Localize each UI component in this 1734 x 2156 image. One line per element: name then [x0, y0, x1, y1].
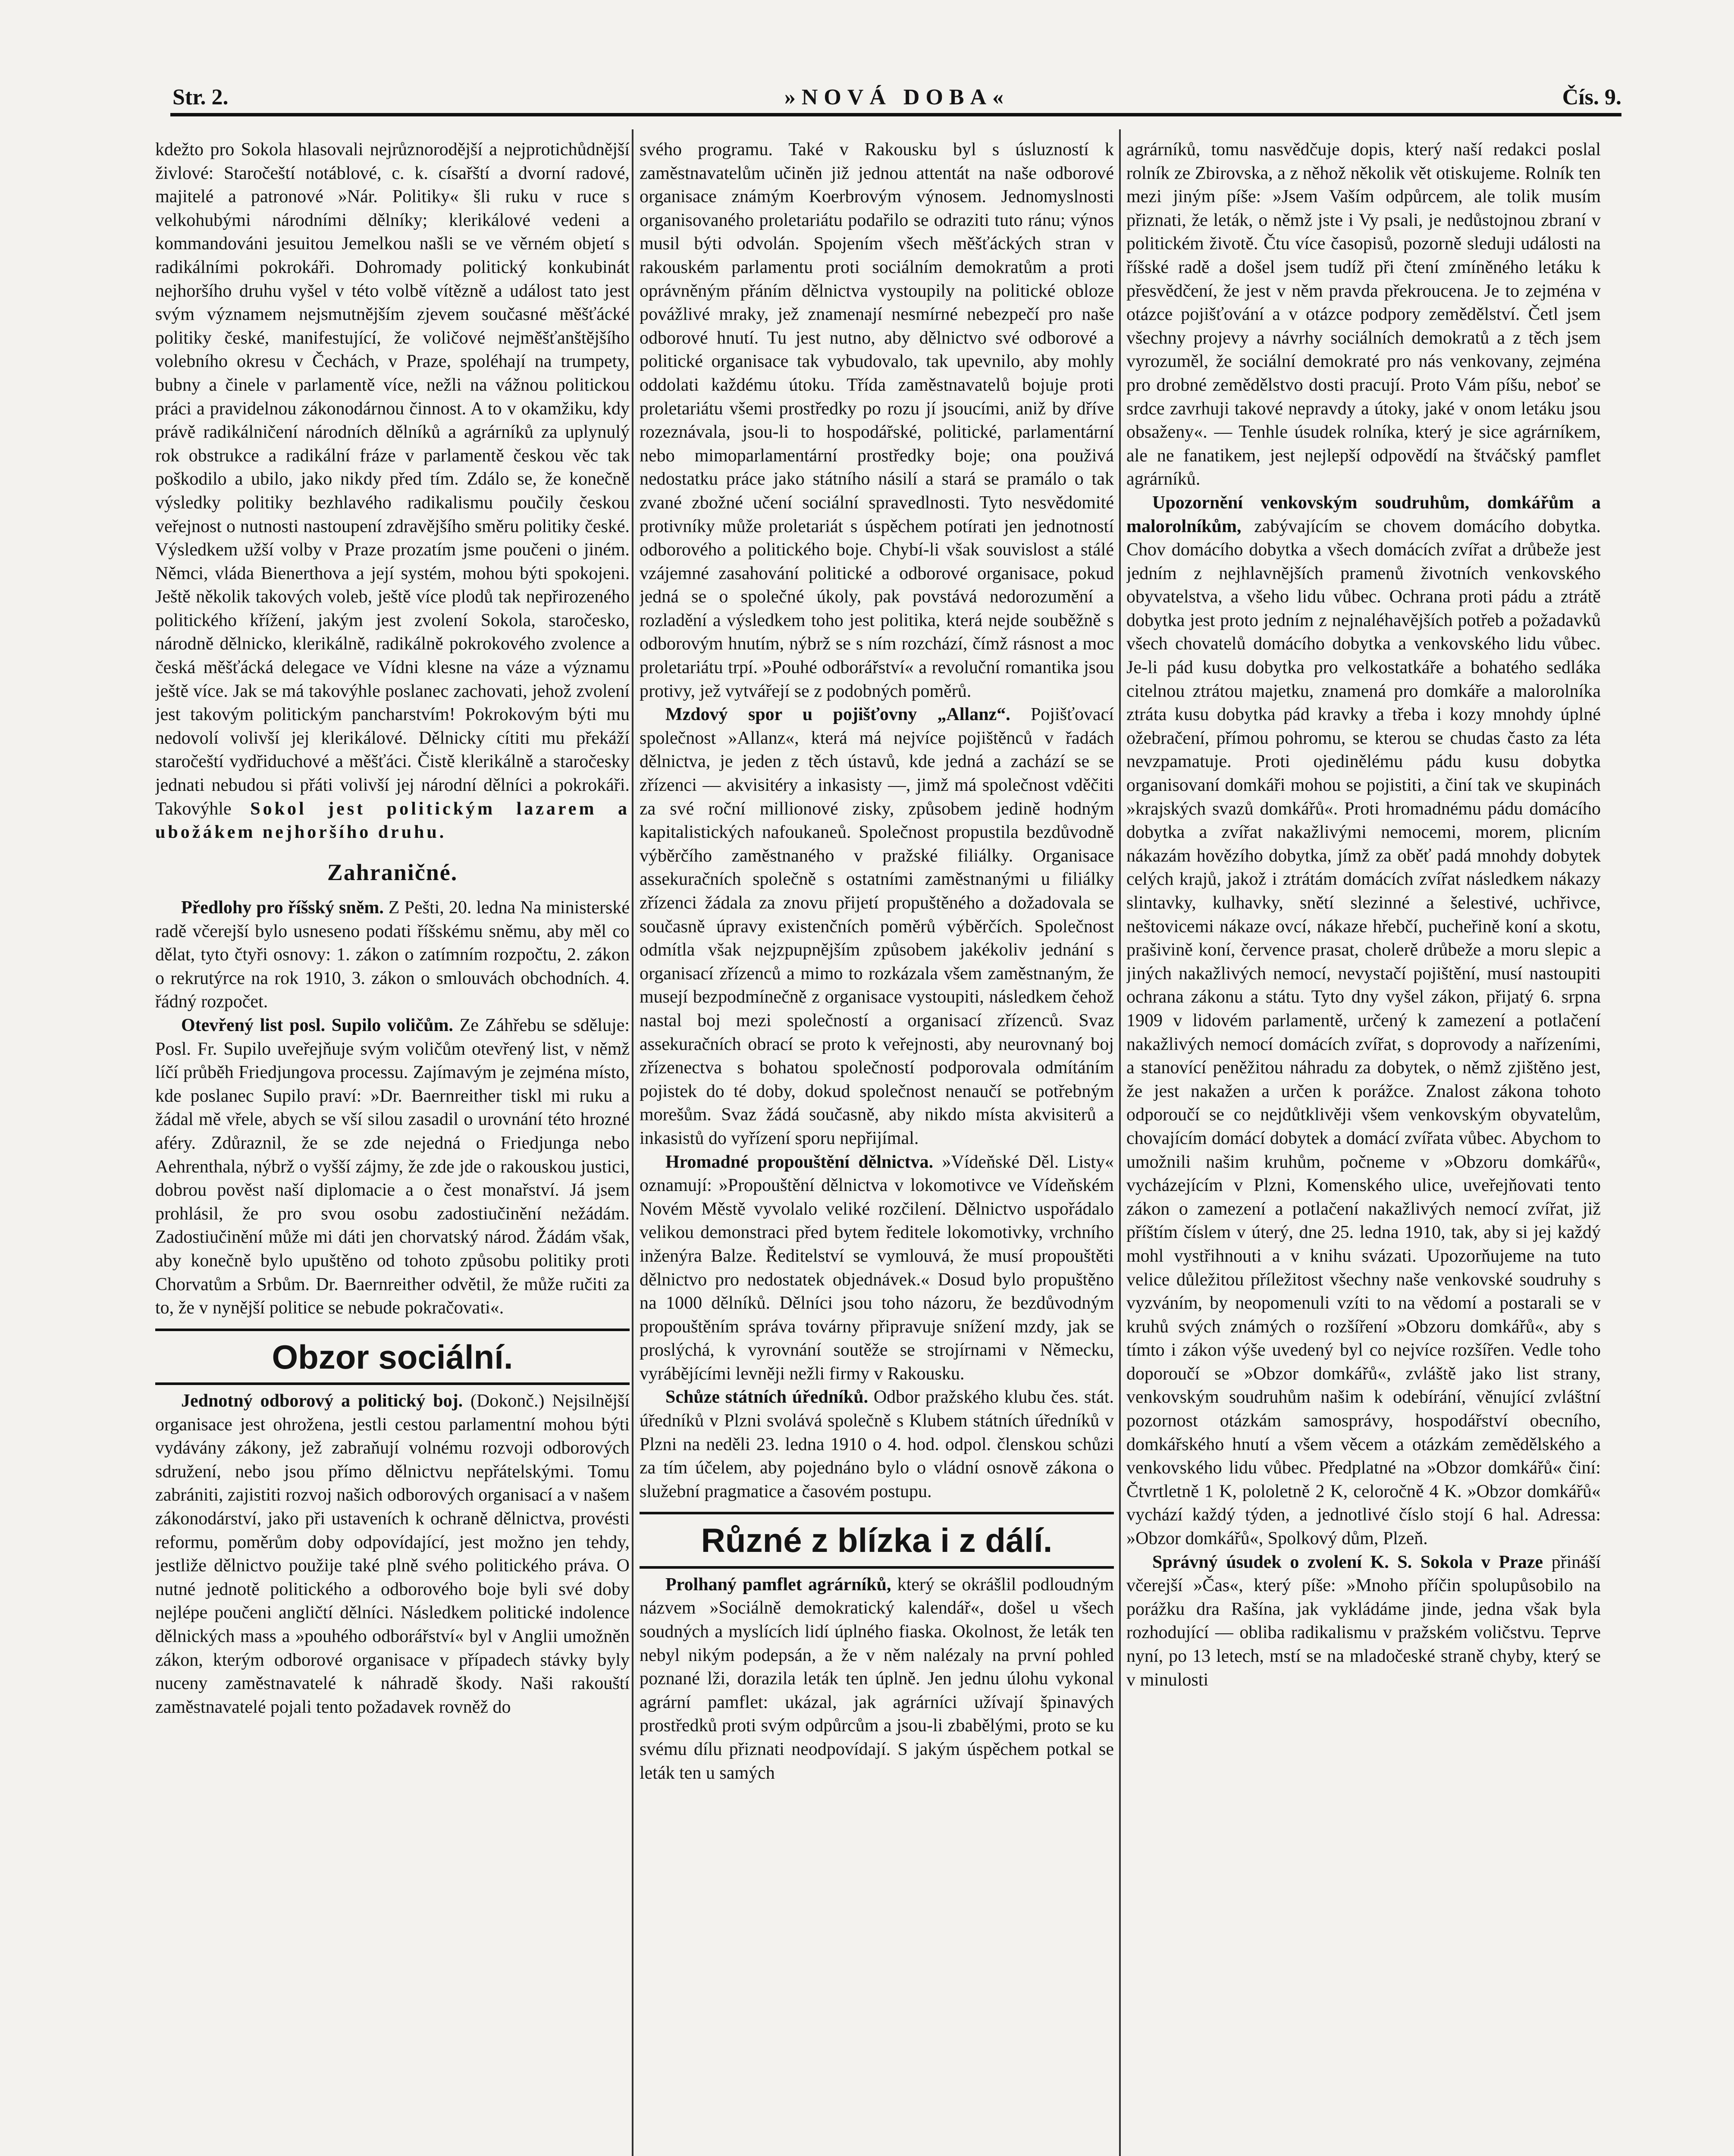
article-text: »Vídeňské Děl. Listy« oznamují: »Propouštění dělnictva v lokomotivce ve Vídeňském Novém Městě vyvolalo veliké rozčilení. Dělnictvo uspořádalo velikou demonstraci před bytem ředitele lokomotivky, vrchního inženýra Balze. Ředitelství se vymlouvá, že musí propouštěti dělnictvo pro nedostatek objednávek.« Dosud bylo propuštěno na 1000 dělníků. Dělníci jsou toho názoru, že bezdůvodným propouštěním správa továrny připravuje snížení mzdy, jak se proslýchá, k vyrovnání soutěže se strojírnami v Německu, vyrábějícími levněji nežli firmy v Rakousku.	[640, 1152, 1114, 1384]
article-paragraph	[1126, 491, 1601, 1551]
article-headline: Správný úsudek o zvolení K. S. Sokola v Praze	[1152, 1552, 1543, 1572]
article-headline: Otevřený list posl. Supilo voličům.	[181, 1015, 453, 1035]
article-paragraph	[640, 1150, 1114, 1386]
article-text: který se okrášlil podloudným názvem »Sociálně demokratický kalendář«, došel u všech soudných a myslících lidí úplného fiaska. Okolnost, že leták ten nebyl nikým podepsán, a že v něm nalézaly na první pohled poznané lži, dorazila leták ten úplně. Jen jednu úlohu vykonal agrární pamflet: ukázal, jak agrárníci užívají špinavých prostředků proti svým odpůrcům a jsou-li zbabělými, proto se ku svému dílu přiznati neodpovídají. S jakým úspěchem potkal se leták ten u samých	[640, 1574, 1114, 1783]
section-rule	[640, 1566, 1114, 1569]
article-paragraph	[155, 1014, 630, 1320]
page-header	[172, 85, 1621, 115]
article-paragraph	[155, 896, 630, 1014]
column-2	[640, 138, 1114, 2156]
header-rule	[170, 113, 1621, 116]
section-heading: Zahraničné.	[327, 859, 458, 885]
article-paragraph	[640, 138, 1114, 703]
article-paragraph	[640, 1573, 1114, 1785]
article-text: Ze Záhřebu se sděluje: Posl. Fr. Supilo uveřejňuje svým voličům otevřený list, v němž líčí průběh Friedjungova processu. Zajímavým je zejména místo, kde poslanec Supilo praví: »Dr. Baernreither tiskl mi ruku a žádal mě vřele, abych se vší silou zasadil o urovnání této hrozné aféry. Zdůraznil, že se zde nejedná o Friedjunga nebo Aehrenthala, nýbrž o vyšší zájmy, že zde jde o rakouskou justici, dobrou pověst naší diplomacie a o čest monařství. Já jsem prohlásil, že pro svou osobu zadostiučinění nežádám. Zadostiučinění může mi dáti jen chorvatský národ. Žádám však, aby konečně bylo upuštěno od tohoto způsobu politiky proti Chorvatům a Srbům. Dr. Baernreither odvětil, že může ručiti za to, že v nynější politice se nebude pokračovati«.	[155, 1015, 630, 1318]
article-headline: Jednotný odborový a politický boj.	[181, 1391, 463, 1411]
article-paragraph	[640, 1385, 1114, 1503]
article-text: Pojišťovací společnost »Allanz«, která má nejvíce pojištěnců v řadách dělnictva, je jeden z těch ústavů, kde jedná a zachází se se zřízenci — akvisitéry a inkasisty —, jimž má společnost vděčiti za své roční millionové zisky, způsobem jedině hodným kapitalistických nafoukaneů. Společnost propustila bezdůvodně výběrčího zaměstnaného v pražské filiálky. Organisace assekuračních společně s ostatními zaměstnanými u filiálky zřízenci žádala za znovu přijetí propuštěného a dožadovala se současně úpravy existenčních poměrů výběrčích. Společnost odmítla však nejzpupnějším způsobem jakékoliv jednání s organisací zřízenců a mimo to rozkázala všem zaměstnaným, že musejí bezpodmínečně z organisace vystoupiti, následkem čehož nastal boj mezi společností a organisací zřízenců. Svaz assekuračních obrací se proto k veřejnosti, aby neurovnaný boj zřízenectva s bohatou společností podporovala odmítáním pojistek do té doby, dokud společnost nenaučí se potřebným morešům. Svaz žádá současně, aby nikdo místa akvisiterů a inkasistů do vyřízení sporu nepřijímal.	[640, 705, 1114, 1148]
article-text: Sokol jest politickým lazarem a ubožákem nejhoršího druhu.	[155, 799, 630, 843]
article-paragraph	[155, 138, 630, 844]
section-rule	[155, 1329, 630, 1331]
article-headline: Mzdový spor u pojišťovny „Allanz“.	[665, 705, 1010, 725]
column-divider	[1119, 129, 1121, 2156]
article-text: zabývajícím se chovem domácího dobytka. Chov domácího dobytka a všech domácích zvířat a drůbeže jest jedním z nejhlavnějších pramenů životních venkovského obyvatelstva, a všeho lidu vůbec. Ochrana proti pádu a ztrátě dobytka jest proto jedním z nejnaléhavějších potřeb a požadavků všech chovatelů domácího dobytka a venkovského lidu vůbec. Je-li pád kusu dobytka pro velkostatkáře a bohatého sedláka citelnou ztrátou majetku, znamená pro domkáře a malorolníka ztráta kusu dobytka pád kravky a třeba i kozy mnohdy úplné ožebračení, přímou pohromu, se kterou se chudas často za léta nevzpamatuje. Proti ojedinělému pádu kusu dobytka organisovaní domkáři mohou se pojistiti, a činí tak ve skupinách »krajských svazů domkářů«. Proti hromadnému pádu domácího dobytka a zvířat nakažlivými nemocemi, morem, plicním nákazám hovězího dobytka, jímž za oběť padá mnohdy dobytek celých krajů, jakož i ztrátám domácích zvířat následkem nákazy slintavky, kulhavky, snětí slezinné a šelestivé, uchřivce, neštovicemi nákaze ovcí, nákaze hřebčí, pucheřině koní a skotu, prašivině koní, července prasat, cholerě drůbeže a moru slepic a jiných nakažlivých nemocí, nevystačí pojištění, musí nastoupiti ochrana zákonu a státu. Tyto dny vyšel zákon, přijatý 6. srpna 1909 v lidovém parlamentě, určený k zamezení a potlačení nakažlivých nemocí domácích zvířat, s doprovody a nařízeními, a stanovící peněžitou náhradu za dobytek, o němž zjištěno jest, že jest nakažen a určen k porážce. Znalost zákona tohoto odporoučí se co nejdůtklivěji všem venkovským obyvatelům, chovajícím domácí dobytek a domácí zvířata vůbec. Abychom to umožnili našim kruhům, počneme v »Obzoru domkářů«, vycházejícím v Plzni, Komenského ulice, uveřejňovati tento zákon o zamezení a potlačení nakažlivých nemocí zvířat, již příštím číslem v úterý, dne 25. ledna 1910, tak, aby si jej každý mohl vystřihnouti a v knihu svázati. Upozorňujeme na tuto velice důležitou příležitost všechny naše venkovské soudruhy s vyzváním, by neopomenuli vzíti to na vědomí a postarali se v kruhů svých známých o rozšíření »Obzoru domkářů«, aby s tímto i zákon výše uvedený byl co nejvíce rozšířen. Vedle toho doporoučí se »Obzor domkářů«, zvláště jako list strany, venkovským soudruhům našim k odebírání, věnující zvláštní pozornost otázkám samosprávy, hospodářství obecního, domkářského hnutí a všem věcem a otázkám zemědělského a venkovského lidu vůbec. Předplatné na »Obzor domkářů« činí: Čtvrtletně 1 K, pololetně 2 K, celoročně 4 K. »Obzor domkářů« vychází každý týden, a jednotlivé číslo stojí 6 hal. Adressa: »Obzor domkářů«, Spolkový dům, Plzeň.	[1126, 516, 1601, 1549]
article-paragraph	[155, 1389, 630, 1719]
article-text: přináší včerejší »Čas«, který píše: »Mnoho příčin spolupůsobilo na porážku dra Rašína, jak vykládáme jinde, jedna však byla rozhodující — obliba radikalismu v pražském voličstvu. Teprve nyní, po 13 letech, mstí se na mladočeské straně chyby, který se v minulosti	[1126, 1552, 1601, 1690]
article-text: kdežto pro Sokola hlasovali nejrůznorodější a nejprotichůdnější živlové: Staročeští notáblové, c. k. císařští a dvorní radové, majitelé a patronové »Nár. Politiky« šli ruku v ruce s velkohubými národními dělníky; klerikálové vedeni a kommandováni jesuitou Jemelkou našli se ve věrném objetí s radikálními pokrokáři. Dohromady politický konkubinát nejhoršího druhu vyšel v této volbě vítězně a událost tato jest svým významem nejsmutnějším zjevem současné měšťácké politiky české, manifestující, že voličové nejměšťanštějšího volebního okresu v Čechách, v Praze, spoléhají na trumpety, bubny a činele v parlamentě více, nežli na vážnou politickou práci a pravidelnou zákonodárnou činnost. A to v okamžiku, kdy právě radikálničení národních dělníků a agrárníků za uplynulý rok obstrukce a radikální fráze v parlamentě českou věc tak poškodilo a ubilo, jako nikdy před tím. Zdálo se, že konečně výsledky politiky bezhlavého radikalismu poučily českou veřejnost o nutnosti nastoupení zdravějšího směru politiky české. Výsledkem užší volby v Praze prozatím jsme poučeni o jiném. Němci, vláda Bienerthova a její systém, mohou býti spokojeni. Ještě několik takových voleb, ještě více plodů tak nepřirozeného politického křížení, jakým jest zvolení Sokola, staročesko, národně dělnicko, klerikálně, radikálně pokrokového zvolence a česká měšťácká delegace ve Vídni klesne na váze a významu ještě více. Jak se má takovýhle poslanec zachovati, jehož zvolení jest takovým politickým pancharstvím! Pokrokovým býti mu nedovolí volivší jej klerikálové. Dělnicky cítiti mu překáží staročeští vydřiduchové a měšťáci. Čistě klerikálně a staročesky jednati nebudou si přáti volivší jej národní dělníci a pokrokáři. Takovýhle	[155, 140, 630, 819]
article-paragraph	[1126, 138, 1601, 491]
article-text: agrárníků, tomu nasvědčuje dopis, který naší redakci poslal rolník ze Zbirovska, a z něhož několik vět otiskujeme. Rolník ten mezi jiným píše: »Jsem Vaším odpůrcem, ale tolik musím přiznati, že leták, o němž jste i Vy psali, je nedůstojnou zbraní v politickém životě. Čtu více časopisů, pozorně sleduji události na říšské radě a došel jsem tudíž při čtení zmíněného letáku k přesvědčení, že jest v něm pravda překroucena. Je to zejména v otázce pojišťování a v otázce podpory zemědělství. Četl jsem všechny projevy a návrhy sociálních demokratů a z těch jsem vyrozuměl, že sociální demokraté pro nás venkovany, zejména pro drobné zemědělstvo dosti pracují. Proto Vám píšu, neboť se srdce zavrhuji takové nepravdy a útoky, jaké v onom letáku jsou obsaženy«. — Tenhle úsudek rolníka, který je sice agrárníkem, ale ne fanatikem, jest nejlepší odpovědí na štváčský pamflet agrárníků.	[1126, 140, 1601, 489]
column-divider	[632, 129, 633, 2156]
article-text: Z Pešti, 20. ledna Na ministerské radě včerejší bylo usneseno podati říšskému sněmu, aby měl co dělat, tyto čtyři osnovy: 1. zákon o zatímním rozpočtu, 2. zákon o rekrutýrce na rok 1910, 3. zákon o smlouvách obchodních. 4. řádný rozpočet.	[155, 898, 630, 1012]
article-headline: Schůze státních úředníků.	[665, 1387, 869, 1407]
article-paragraph	[640, 703, 1114, 1150]
masthead-title: »NOVÁ DOBA«	[784, 85, 1010, 110]
article-text: svého programu. Také v Rakousku byl s úsluzností k zaměstnavatelům učiněn již jednou attentát na naše odborové organisace známým Koerbrovým výnosem. Jednomyslnosti organisovaného proletariátu podařilo se odraziti tuto ránu; výnos musil býti odvolán. Spojením všech měšťáckých stran v rakouském parlamentu proti sociálním demokratům a proti oprávněným přáním dělnictva vystoupily na politické obloze povážlivé mraky, jež znamenají nesmírné nebezpečí pro naše odborové hnutí. Tu jest nutno, aby dělnictvo své odborové a politické organisace tak vybudovalo, tak upevnilo, aby mohly oddolati každému útoku. Třída zaměstnavatelů bojuje proti proletariátu všemi prostředky po rozu jí jsoucími, aniž by dříve rozeznávala, jsou-li to hospodářské, politické, parlamentární nebo mimoparlamentární prostředky boje; ona použivá nedostatku práce jako státního násilí a stará se pramálo o tak zvané zbožné učení sociální spravedlnosti. Tyto nesvědomité protivníky může proletariát s úspěchem potírati jen jednotností odborového a politického boje. Chybí-li však souvislost a stálé vzájemné zasahování politické a odborové organisace, pokud jedná se o společné úkoly, pak povstává nedorozumění a rozladění a výsledkem toho jest politika, která nejde souběžně s odborovým hnutím, nýbrž se s ním rozchází, čímž rásnost a moc proletariátu trpí. »Pouhé odborářství« a revoluční romantika jsou protivy, jež vytvářejí se z podobných poměrů.	[640, 140, 1114, 701]
article-headline: Předlohy pro říšský sněm.	[181, 898, 384, 918]
section-rule	[155, 1382, 630, 1385]
article-headline: Upozornění venkovským soudruhům, domkářům a malorolníkům,	[1126, 492, 1601, 536]
section-heading: Obzor sociální.	[272, 1338, 513, 1376]
column-3	[1126, 138, 1601, 2156]
column-1	[155, 138, 630, 2156]
article-text: Odbor pražského klubu čes. stát. úředníků v Plzni svolává společně s Klubem státních úředníků v Plzni na neděli 23. ledna 1910 o 4. hod. odpol. členskou schůzi za tím účelem, aby pojednáno bylo o vládní osnově zákona o služební pragmatice a časovém postupu.	[640, 1387, 1114, 1501]
section-rule	[640, 1512, 1114, 1514]
issue-number: Čís. 9.	[1562, 85, 1621, 110]
page-number: Str. 2.	[172, 85, 229, 110]
article-text: (Dokonč.) Nejsilnější organisace jest ohrožena, jestli cestou parlamentní mohou býti vydávány zákony, jež zabraňují volnému rozvoji odborových sdružení, nebo jsou přímo dělnictvu nepřátelskými. Tomu zabrániti, zajistiti rozvoj našich odborových organisací a v našem zákonodárství, jako při ustaveních k ochraně dělnictva, provésti reformu, poměrům doby odpovídající, jest možno jen tehdy, jestliže dělnictvo použije také plně svého politického práva. O nutné jednotě politického a odborového boje byli své doby nejlépe poučeni angličtí dělníci. Následkem politické indolence dělnických mass a »pouhého odborářství« byl v Anglii umožněn zákon, kterým odborové organisace v případech stávky byly nuceny zaměstnavatelé k náhradě škody. Naši rakouští zaměstnavatelé pojali tento požadavek rovněž do	[155, 1391, 630, 1717]
section-heading: Různé z blízka i z dálí.	[701, 1521, 1053, 1560]
article-paragraph	[1126, 1551, 1601, 1692]
article-headline: Prolhaný pamflet agrárníků,	[665, 1574, 891, 1595]
article-headline: Hromadné propouštění dělnictva.	[665, 1152, 934, 1172]
